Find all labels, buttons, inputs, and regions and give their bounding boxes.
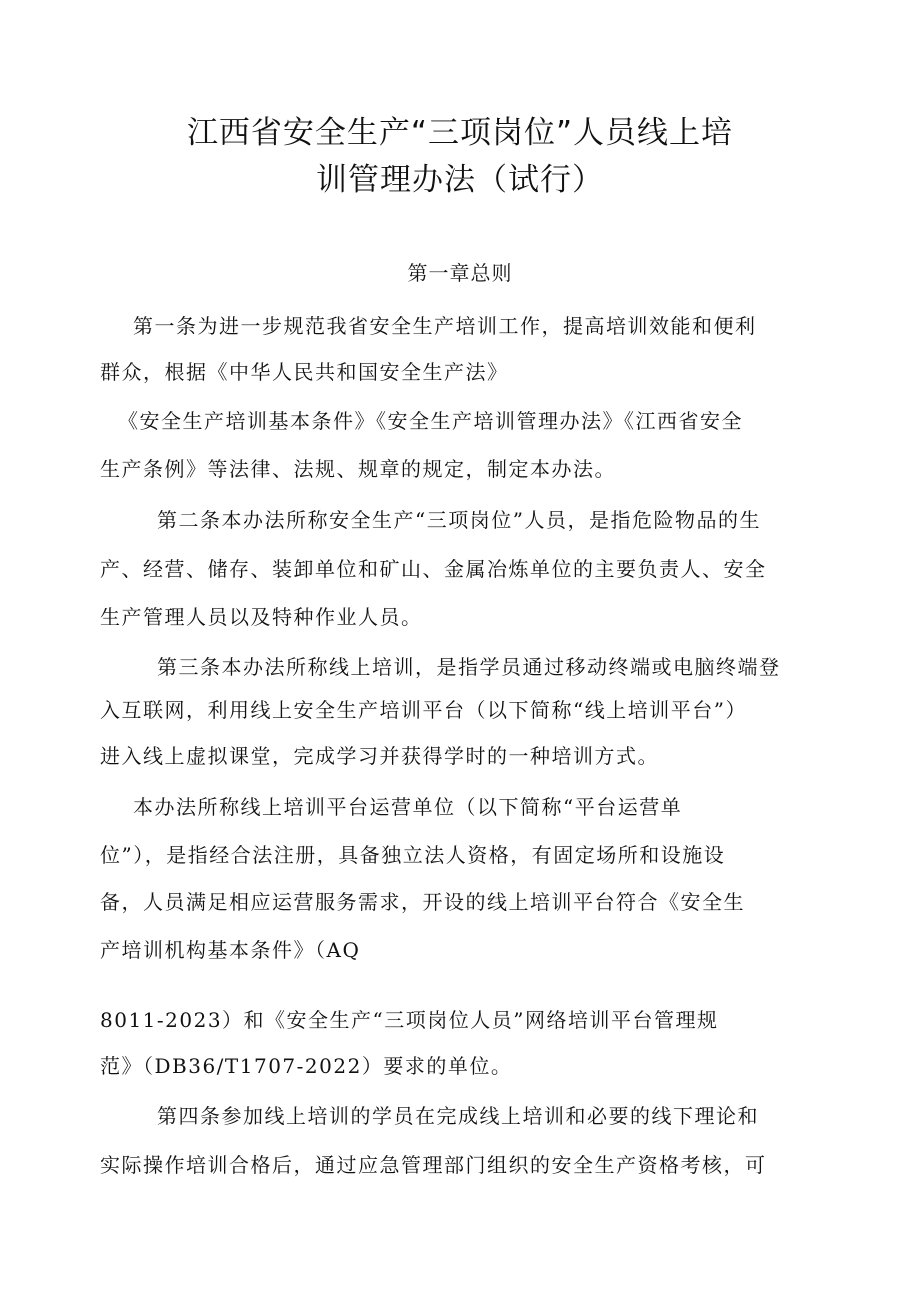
body-line: 产培训机构基本条件》（AQ: [100, 938, 361, 962]
body-line: 第四条参加线上培训的学员在完成线上培训和必要的线下理论和: [157, 1104, 759, 1128]
body-line: 第二条本办法所称安全生产“三项岗位”人员，是指危险物品的生: [157, 508, 761, 532]
body-line: 《安全生产培训基本条件》《安全生产培训管理办法》《江西省安全: [118, 409, 743, 433]
document-title-line-2: 训管理办法（试行）: [316, 162, 604, 198]
body-line: 8011-2023）和《安全生产“三项岗位人员”网络培训平台管理规: [100, 1008, 719, 1032]
body-line: 备，人员满足相应运营服务需求，开设的线上培训平台符合《安全生: [100, 890, 745, 914]
body-line: 位”），是指经合法注册，具备独立法人资格，有固定场所和设施设: [100, 843, 726, 867]
body-line: 范》（DB36/T1707-2022）要求的单位。: [100, 1054, 513, 1078]
body-line: 生产条例》等法律、法规、规章的规定，制定本办法。: [100, 457, 616, 481]
body-line: 群众，根据《中华人民共和国安全生产法》: [100, 360, 509, 384]
body-line: 第一条为进一步规范我省安全生产培训工作，提高培训效能和便利: [133, 314, 757, 338]
body-line: 实际操作培训合格后，通过应急管理部门组织的安全生产资格考核，可: [100, 1153, 767, 1177]
body-line: 入互联网，利用线上安全生产培训平台（以下简称“线上培训平台”）: [100, 698, 747, 722]
document-title-line-1: 江西省安全生产“三项岗位”人员线上培: [186, 115, 734, 151]
chapter-heading: 第一章总则: [407, 261, 513, 285]
body-line: 产、经营、储存、装卸单位和矿山、金属冶炼单位的主要负责人、安全: [100, 557, 767, 581]
body-line: 进入线上虚拟课堂，完成学习并获得学时的一种培训方式。: [100, 744, 659, 768]
body-line: 生产管理人员以及特种作业人员。: [100, 605, 423, 629]
body-line: 本办法所称线上培训平台运营单位（以下简称“平台运营单: [133, 795, 683, 819]
body-line: 第三条本办法所称线上培训，是指学员通过移动终端或电脑终端登: [157, 655, 781, 679]
